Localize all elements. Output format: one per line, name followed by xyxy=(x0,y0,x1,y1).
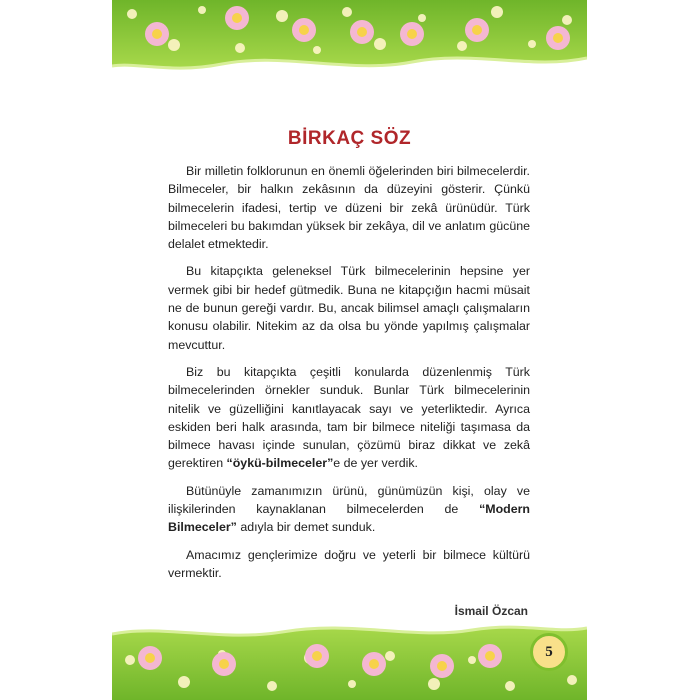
page-number-badge: 5 xyxy=(530,633,568,671)
paragraph-text: e de yer verdik. xyxy=(333,456,419,471)
paragraph xyxy=(168,482,530,537)
paragraph xyxy=(168,546,530,583)
paragraph-text: Bir milletin folklorunun en önemli öğelerinden biri bilmecelerdir. Bilmeceler, bir halkın zekâsının da düzeyini gösterir. Çünkü bilmecelerin ifadesi, tertip ve düzeni bir zekâ ürünüdür. Türk bilmeceleri bu bakımdan yüksek bir zekâya, dil ve anlatım gücüne delalet etmektedir. xyxy=(168,164,530,252)
paragraph-text: Biz bu kitapçıkta çeşitli konularda düzenlenmiş Türk bilmecelerinden örnekler sunduk. Bunlar Türk bilmecelerinin nitelik ve güzelliğini kanıtlayacak sayı ve yeterliktedir. Ayrıca eskiden beri halk arasında, tam bir bilmece niteliği taşımasa da bilmece havası içinde sunulan, çözümü biraz dikkat ve zekâ gerektiren xyxy=(168,364,530,471)
paragraph-text: Bu kitapçıkta geleneksel Türk bilmecelerinin hepsine yer vermek gibi bir hedef gütmedik. Buna ne kitapçığın hacmi müsait ne de bunun gereği vardır. Bu, ancak bilimsel amaçlı çalışmaların konusu olabilir. Nitekim az da olsa bu yönde yapılmış çalışmalar mevcuttur. xyxy=(168,264,530,352)
paragraph-text: Amacımız gençlerimize doğru ve yeterli bir bilmece kültürü vermektir. xyxy=(168,547,530,580)
bottom-flower-decoration xyxy=(112,620,587,700)
paragraph-text: Bütünüyle zamanımızın ürünü, günümüzün kişi, olay ve ilişkilerinden kaynaklanan bilmecelerden de xyxy=(168,483,530,517)
book-page xyxy=(112,0,587,700)
paragraph xyxy=(168,363,530,473)
paragraph-text: adıyla bir demet sunduk. xyxy=(236,520,376,535)
author-name: İsmail Özcan xyxy=(454,604,528,618)
paragraph xyxy=(168,262,530,353)
top-flower-decoration xyxy=(112,0,587,78)
bold-phrase: “Modern Bilmeceler” xyxy=(168,502,530,535)
bottom-flower-band xyxy=(112,620,587,700)
paragraph xyxy=(168,162,530,253)
top-flower-band xyxy=(112,0,587,78)
body-text xyxy=(168,162,530,591)
bold-phrase: “öykü-bilmeceler” xyxy=(226,456,334,471)
page-title: BİRKAÇ SÖZ xyxy=(287,128,412,149)
